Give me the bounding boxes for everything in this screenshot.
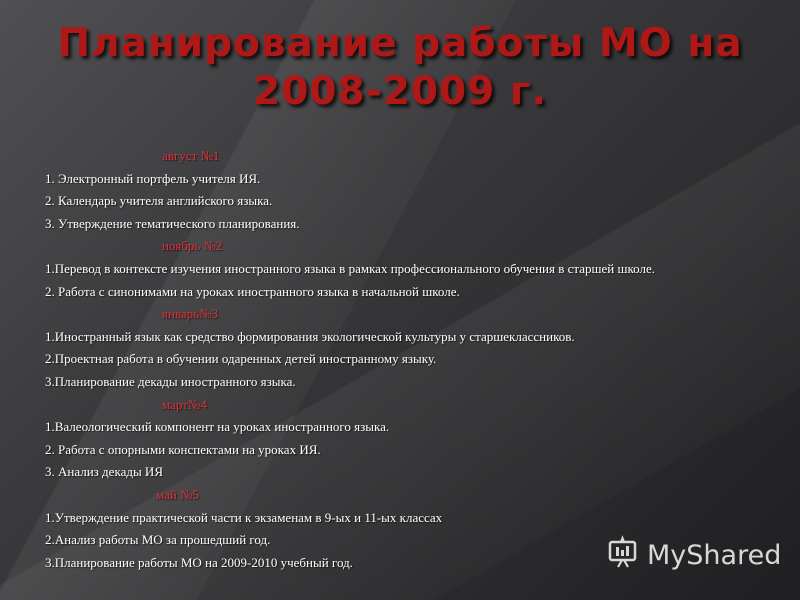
myshared-logo-text: MyShared [647,539,782,571]
list-item: 2. Работа с синонимами на уроках иностранного языка в начальной школе. [45,283,460,299]
list-item: 3.Планирование декады иностранного языка. [45,373,296,389]
slide-title [0,20,800,116]
title-line-2: 2008-2009 г. [252,69,548,114]
list-item: 2. Календарь учителя английского языка. [45,193,273,209]
list-item: 3.Планирование работы МО на 2009-2010 учебный год. [45,554,353,570]
list-item: 1.Утверждение практической части к экзаменам в 9-ых и 11-ых классах [45,509,443,525]
myshared-watermark [607,535,781,575]
list-item: 3. Утверждение тематического планирования. [45,215,300,231]
list-item: 2. Работа с опорными конспектами на уроках ИЯ. [45,441,321,457]
list-item: 2.Анализ работы МО за прошедший год. [45,532,271,548]
list-item: 1.Перевод в контексте изучения иностранного языка в рамках профессионального обучения в старшей школе. [45,260,655,276]
month-heading-november: ноябрь №2 [162,238,223,254]
month-heading-august: август №1 [162,148,220,163]
month-heading-january: январь№3 [162,306,219,322]
myshared-logo-icon [607,535,647,576]
slide-content [45,145,790,574]
month-heading-march: март№4 [162,396,207,412]
list-item: 1.Иностранный язык как средство формирования экологической культуры у старшеклассников. [45,328,575,344]
list-item: 3. Анализ декады ИЯ [45,464,163,480]
month-heading-may: май №5 [156,486,200,502]
title-line-1: Планирование работы МО на [57,21,743,66]
list-item: 1.Валеологический компонент на уроках иностранного языка. [45,419,390,435]
list-item: 2.Проектная работа в обучении одаренных детей иностранному языку. [45,351,437,367]
list-item: 1. Электронный портфель учителя ИЯ. [45,170,261,186]
